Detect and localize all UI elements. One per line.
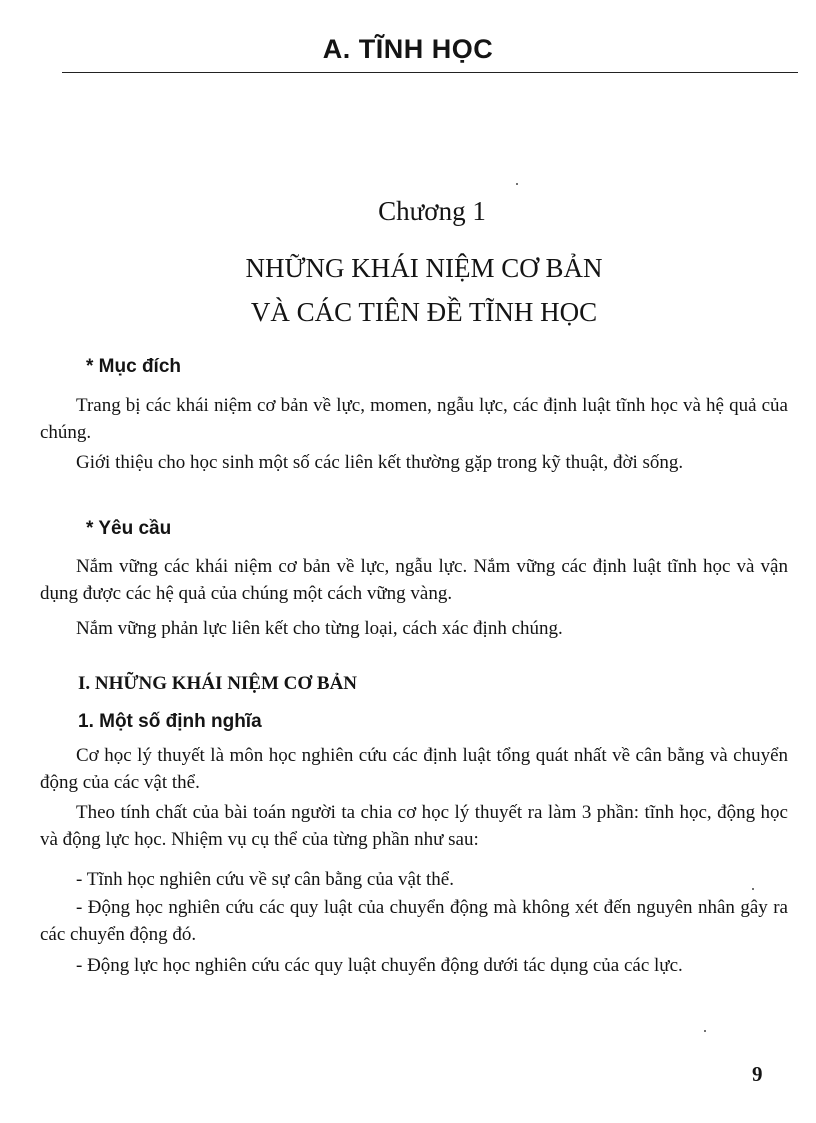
purpose-paragraph-1: Trang bị các khái niệm cơ bản về lực, momen, ngẫu lực, các định luật tĩnh học và hệ quả của chúng. <box>40 395 788 443</box>
requirements-paragraph-1: Nắm vững các khái niệm cơ bản về lực, ngẫu lực. Nắm vững các định luật tĩnh học và vận dụng được các hệ quả của chúng một cách vững vàng. <box>40 556 788 604</box>
section-heading: I. NHỮNG KHÁI NIỆM CƠ BẢN <box>78 673 358 694</box>
bullet-statics: - Tĩnh học nghiên cứu về sự cân bằng của vật thể. <box>76 869 454 890</box>
bullet-kinematics: - Động học nghiên cứu các quy luật của chuyển động mà không xét đến nguyên nhân gây ra các chuyển động đó. <box>40 897 788 945</box>
page-number: 9 <box>752 1062 763 1086</box>
scan-speck <box>704 1030 706 1032</box>
purpose-paragraph-2: Giới thiệu cho học sinh một số các liên kết thường gặp trong kỹ thuật, đời sống. <box>76 452 684 473</box>
definition-paragraph-2: Theo tính chất của bài toán người ta chia cơ học lý thuyết ra làm 3 phần: tĩnh học, động học và động lực học. Nhiệm vụ cụ thể của từng phần như sau: <box>40 802 788 850</box>
definition-paragraph-1: Cơ học lý thuyết là môn học nghiên cứu các định luật tổng quát nhất về cân bằng và chuyển động của các vật thể. <box>40 745 788 793</box>
header-rule <box>62 72 798 73</box>
requirements-paragraph-2: Nắm vững phản lực liên kết cho từng loại, cách xác định chúng. <box>76 618 563 639</box>
chapter-title-line-2: VÀ CÁC TIÊN ĐỀ TĨNH HỌC <box>250 297 598 327</box>
scan-speck <box>752 888 754 890</box>
part-title: A. TĨNH HỌC <box>322 34 494 64</box>
subsection-heading: 1. Một số định nghĩa <box>78 711 262 732</box>
chapter-title-line-1: NHỮNG KHÁI NIỆM CƠ BẢN <box>245 253 603 283</box>
requirements-heading: * Yêu cầu <box>86 518 172 539</box>
bullet-dynamics: - Động lực học nghiên cứu các quy luật chuyển động dưới tác dụng của các lực. <box>76 955 683 976</box>
purpose-heading: * Mục đích <box>86 356 182 377</box>
scan-speck <box>516 183 518 185</box>
chapter-label: Chương 1 <box>378 196 486 226</box>
chapter-title <box>0 246 816 334</box>
